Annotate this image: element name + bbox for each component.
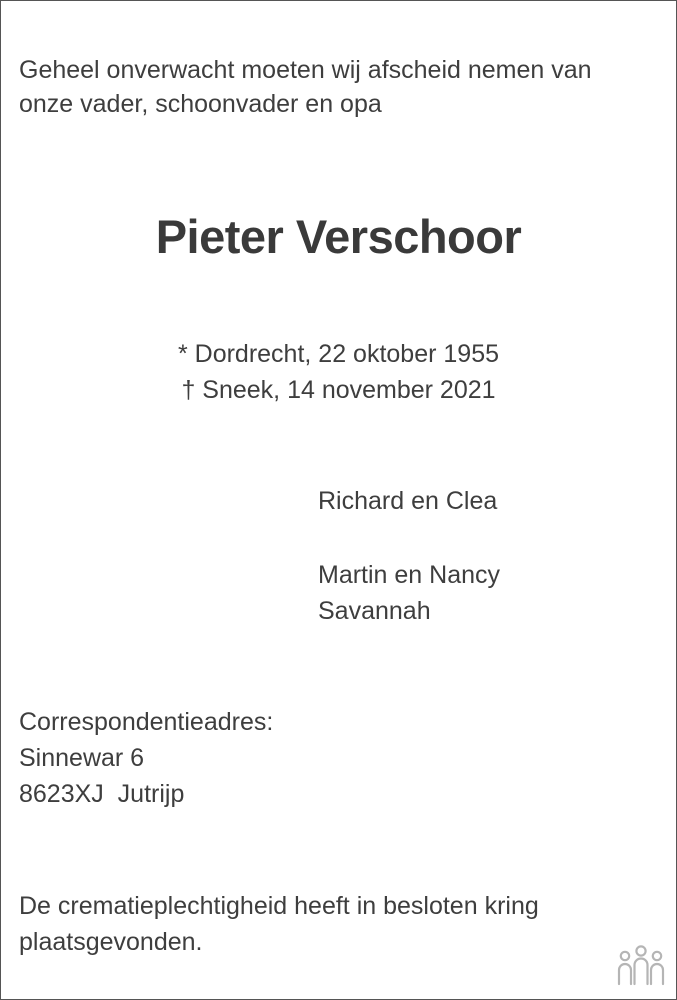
correspondence-heading: Correspondentieadres:	[19, 708, 274, 736]
family-line-2: Martin en Nancy	[318, 561, 501, 589]
ceremony-line-1: De crematieplechtigheid heeft in besloten kring	[19, 892, 539, 920]
ceremony-line-2: plaatsgevonden.	[19, 928, 203, 956]
intro-line-1: Geheel onverwacht moeten wij afscheid nemen van	[19, 56, 592, 84]
death-line: † Sneek, 14 november 2021	[181, 376, 496, 404]
people-group-icon	[616, 944, 666, 986]
correspondence-street: Sinnewar 6	[19, 744, 145, 772]
intro-line-2: onze vader, schoonvader en opa	[19, 90, 382, 118]
family-line-3: Savannah	[318, 597, 431, 625]
correspondence-city: 8623XJ Jutrijp	[19, 780, 185, 808]
family-line-1: Richard en Clea	[318, 487, 498, 515]
birth-line: * Dordrecht, 22 oktober 1955	[177, 340, 500, 368]
deceased-name: Pieter Verschoor	[155, 210, 522, 263]
